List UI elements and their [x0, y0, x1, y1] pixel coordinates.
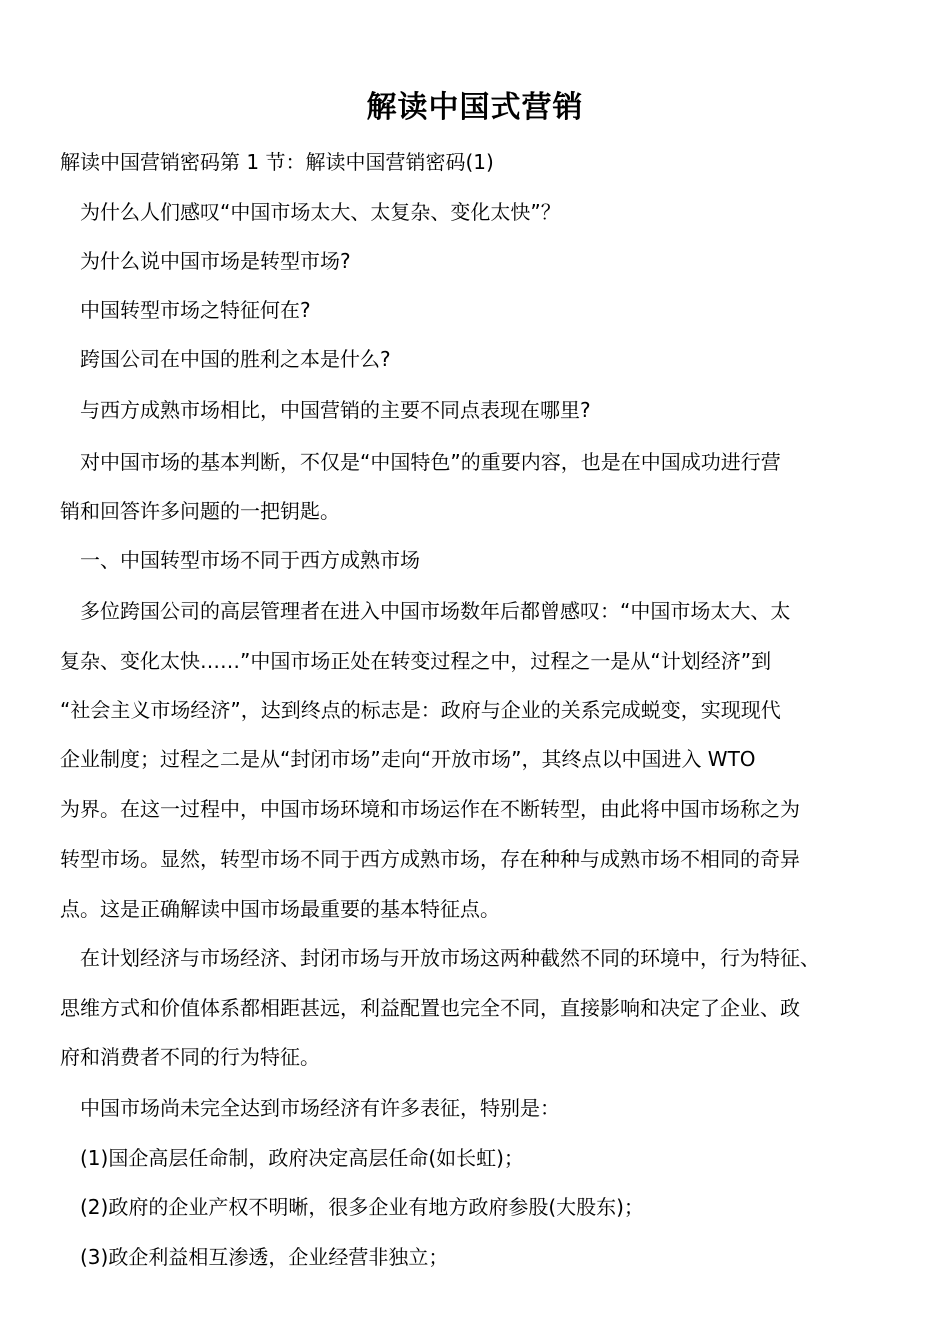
paragraph-line: 企业制度；过程之二是从“封闭市场”走向“开放市场”，其终点以中国进入 WTO: [60, 747, 756, 771]
paragraph-line: 销和回答许多问题的一把钥匙。: [60, 499, 340, 523]
paragraph-line: “社会主义市场经济”，达到终点的标志是：政府与企业的关系完成蜕变，实现现代: [60, 698, 781, 722]
document-title: 解读中国式营销: [366, 90, 584, 125]
paragraph-line: 府和消费者不同的行为特征。: [60, 1045, 320, 1069]
section-heading: 解读中国营销密码第 1 节：解读中国营销密码(1): [60, 150, 494, 174]
subsection-heading: 一、中国转型市场不同于西方成熟市场: [80, 548, 420, 572]
question-line: 跨国公司在中国的胜利之本是什么?: [80, 347, 391, 371]
list-item: (1)国企高层任命制，政府决定高层任命(如长虹)；: [80, 1146, 524, 1170]
question-line: 与西方成熟市场相比，中国营销的主要不同点表现在哪里?: [80, 398, 591, 422]
list-item: (3)政企利益相互渗透，企业经营非独立；: [80, 1245, 449, 1269]
paragraph-line: 复杂、变化太快……”中国市场正处在转变过程之中，过程之一是从“计划经济”到: [60, 649, 772, 673]
paragraph-line: 点。这是正确解读中国市场最重要的基本特征点。: [60, 897, 500, 921]
question-line: 为什么说中国市场是转型市场?: [80, 249, 351, 273]
paragraph-line: 中国市场尚未完全达到市场经济有许多表征，特别是：: [80, 1096, 560, 1120]
question-line: 中国转型市场之特征何在?: [80, 298, 311, 322]
question-line: 为什么人们感叹“中国市场太大、太复杂、变化太快”？: [80, 200, 561, 224]
paragraph-line: 在计划经济与市场经济、封闭市场与开放市场这两种截然不同的环境中，行为特征、: [80, 946, 820, 970]
paragraph-line: 为界。在这一过程中，中国市场环境和市场运作在不断转型，由此将中国市场称之为: [60, 797, 800, 821]
paragraph-line: 对中国市场的基本判断，不仅是“中国特色”的重要内容，也是在中国成功进行营: [80, 450, 781, 474]
paragraph-line: 转型市场。显然，转型市场不同于西方成熟市场，存在种种与成熟市场不相同的奇异: [60, 847, 800, 871]
paragraph-line: 多位跨国公司的高层管理者在进入中国市场数年后都曾感叹：“中国市场太大、太: [80, 599, 791, 623]
list-item: (2)政府的企业产权不明晰，很多企业有地方政府参股(大股东)；: [80, 1195, 644, 1219]
paragraph-line: 思维方式和价值体系都相距甚远，利益配置也完全不同，直接影响和决定了企业、政: [60, 996, 800, 1020]
